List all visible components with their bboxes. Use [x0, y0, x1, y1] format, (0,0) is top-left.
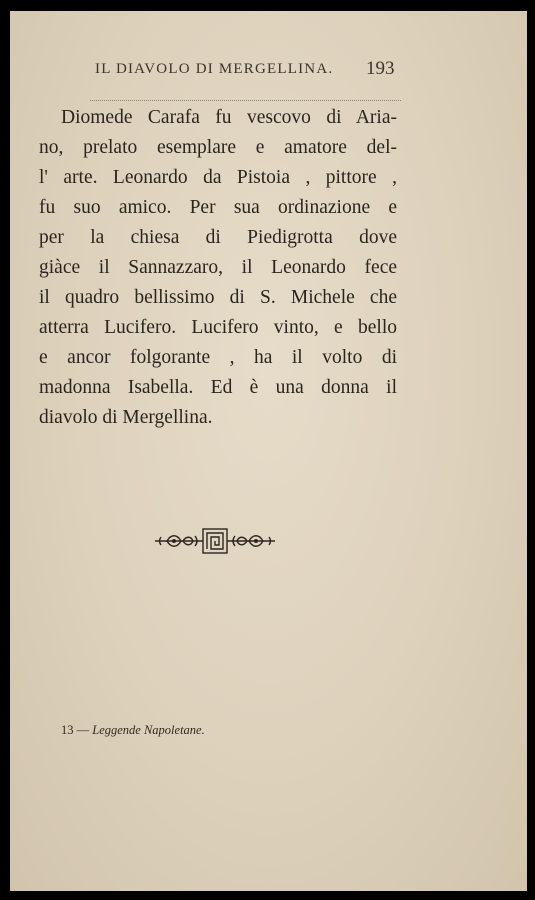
text-line: per la chiesa di Piedigrotta dove: [39, 227, 397, 248]
text-line: no, prelato esemplare e amatore del-: [39, 137, 397, 158]
fleuron-ornament-icon: [153, 526, 277, 556]
text-line: il quadro bellissimo di S. Michele che: [39, 287, 397, 308]
text-line: e ancor folgorante , ha il volto di: [39, 347, 397, 368]
signature-number: 13: [61, 723, 74, 737]
book-title: Leggende Napoletane.: [92, 723, 205, 737]
text-line: fu suo amico. Per sua ordinazione e: [39, 197, 397, 218]
running-title: IL DIAVOLO DI MERGELLINA.: [95, 61, 334, 77]
page-footer: [61, 723, 205, 738]
text-line: l' arte. Leonardo da Pistoia , pittore ,: [39, 167, 397, 188]
header-rule: [90, 100, 401, 101]
book-page: [10, 11, 527, 891]
page-header: [10, 57, 527, 81]
text-line: giàce il Sannazzaro, il Leonardo fece: [39, 257, 397, 278]
page-number: 193: [366, 58, 395, 79]
text-line: madonna Isabella. Ed è una donna il: [39, 377, 397, 398]
text-line: diavolo di Mergellina.: [39, 407, 213, 428]
text-line: atterra Lucifero. Lucifero vinto, e bello: [39, 317, 397, 338]
text-line: Diomede Carafa fu vescovo di Aria-: [61, 107, 397, 128]
footer-dash: —: [76, 723, 90, 737]
